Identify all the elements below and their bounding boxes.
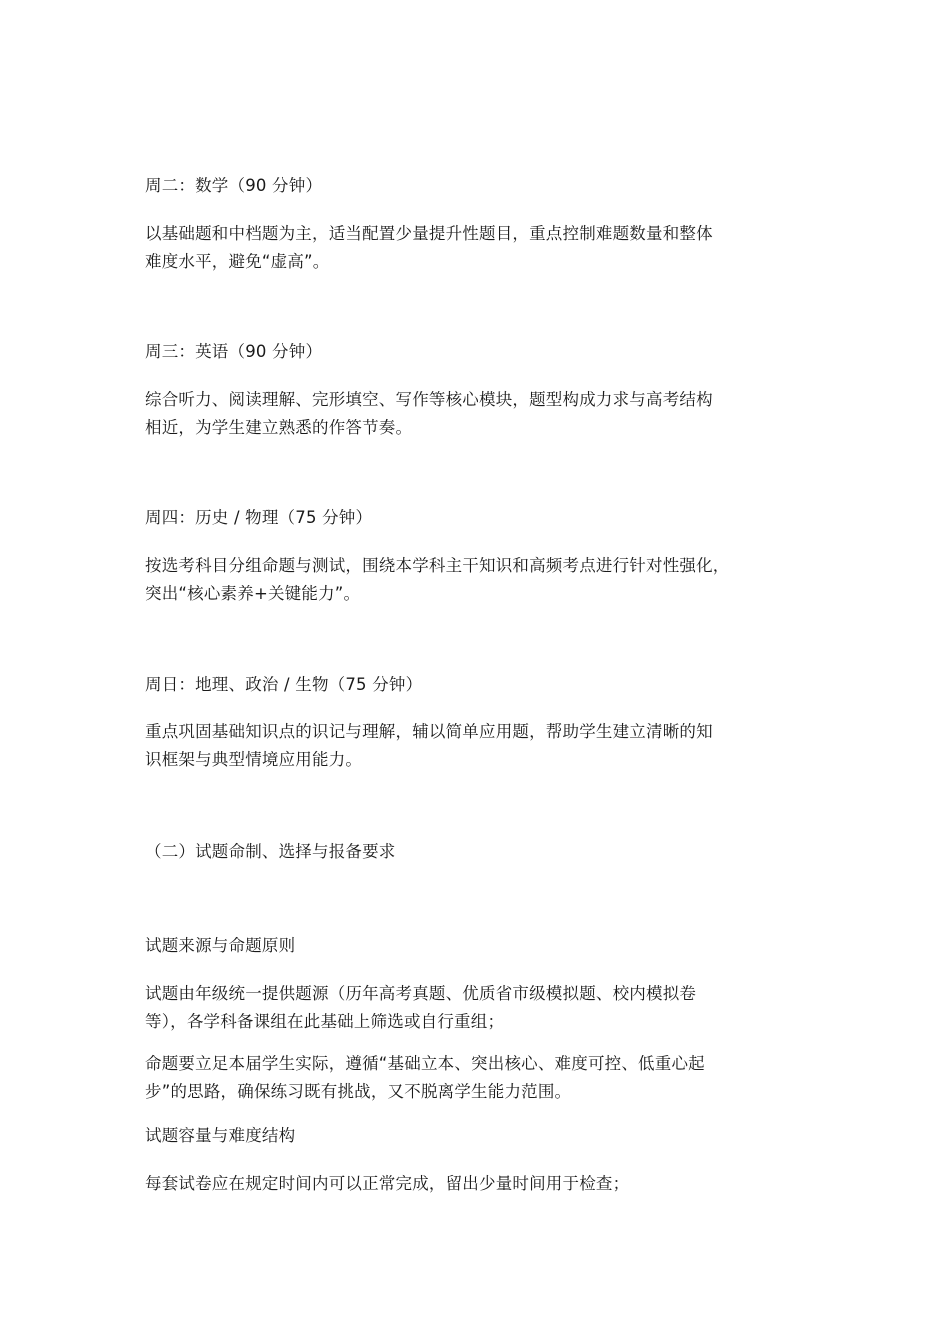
schedule-heading-sunday: 周日：地理、政治 / 生物（75 分钟） <box>145 675 423 694</box>
text-line: 突出“核心素养+关键能力”。 <box>145 584 361 603</box>
section-title-part-two: （二）试题命制、选择与报备要求 <box>145 842 396 861</box>
schedule-desc-wednesday <box>145 386 825 442</box>
text-line: 试题由年级统一提供题源（历年高考真题、优质省市级模拟题、校内模拟卷 <box>145 984 697 1003</box>
paragraph-question-source <box>145 980 825 1036</box>
text-line: 相近，为学生建立熟悉的作答节奏。 <box>145 418 413 437</box>
paragraph-capacity <box>145 1170 825 1198</box>
schedule-heading-tuesday: 周二：数学（90 分钟） <box>145 176 323 195</box>
text-line: 步”的思路，确保练习既有挑战，又不脱离学生能力范围。 <box>145 1082 572 1101</box>
schedule-desc-tuesday <box>145 220 825 276</box>
text-line: 每套试卷应在规定时间内可以正常完成，留出少量时间用于检查； <box>145 1174 630 1193</box>
subheading-capacity-difficulty: 试题容量与难度结构 <box>145 1126 296 1145</box>
schedule-heading-wednesday: 周三：英语（90 分钟） <box>145 342 323 361</box>
schedule-heading-thursday: 周四：历史 / 物理（75 分钟） <box>145 508 373 527</box>
subheading-question-source: 试题来源与命题原则 <box>145 936 296 955</box>
text-line: 按选考科目分组命题与测试，围绕本学科主干知识和高频考点进行针对性强化， <box>145 556 730 575</box>
text-line: 综合听力、阅读理解、完形填空、写作等核心模块，题型构成力求与高考结构 <box>145 390 713 409</box>
text-line: 重点巩固基础知识点的识记与理解，辅以简单应用题，帮助学生建立清晰的知 <box>145 722 713 741</box>
text-line: 识框架与典型情境应用能力。 <box>145 750 363 769</box>
paragraph-question-principle <box>145 1050 825 1106</box>
text-line: 以基础题和中档题为主，适当配置少量提升性题目，重点控制难题数量和整体 <box>145 224 713 243</box>
text-line: 难度水平，避免“虚高”。 <box>145 252 330 271</box>
text-line: 等），各学科备课组在此基础上筛选或自行重组； <box>145 1012 505 1031</box>
schedule-desc-sunday <box>145 718 825 774</box>
text-line: 命题要立足本届学生实际，遵循“基础立本、突出核心、难度可控、低重心起 <box>145 1054 705 1073</box>
schedule-desc-thursday <box>145 552 825 608</box>
